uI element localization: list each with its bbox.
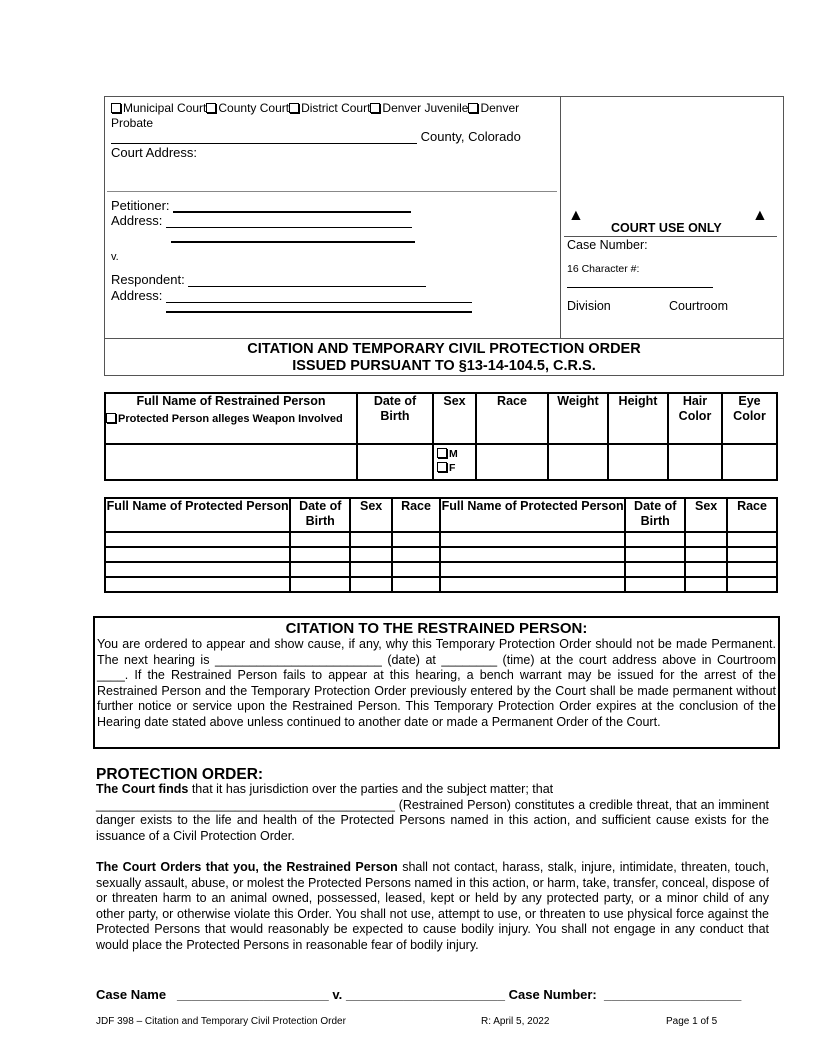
respondent-address-label: Address: (111, 288, 163, 303)
restrained-name-cell[interactable] (105, 444, 357, 480)
footer-v-field[interactable]: ______________________ (345, 987, 505, 1002)
protected-dob-header-2: Date of Birth (625, 498, 685, 532)
table-cell[interactable] (440, 562, 625, 577)
protected-race-header-2: Race (727, 498, 777, 532)
citation-body: You are ordered to appear and show cause, if any, why this Temporary Protection Order should not be made Permanent. The next hearing is ________________________ (date) at ________ (time) at the court address above in Courtroom ____. If the Restrained Person fails to appear at this hearing, a bench warrant may be issued for the arrest of the Restrained Person and the Temporary Protection Order previously entered by the Court shall be made permanent without further notice or service upon the Restrained Person. This Temporary Protection Order expires at the conclusion of the Hearing date stated above unless continued to another date or made a Permanent Order of the Court. (97, 637, 776, 729)
checkbox-district-court[interactable]: District Court (289, 101, 370, 115)
table-cell[interactable] (350, 562, 392, 577)
restrained-sex-header: Sex (433, 393, 476, 444)
protected-sex-header-2: Sex (685, 498, 727, 532)
table-cell[interactable] (625, 562, 685, 577)
table-cell[interactable] (290, 577, 350, 592)
courtroom-label: Courtroom (669, 299, 729, 313)
restrained-race-cell[interactable] (476, 444, 548, 480)
restrained-name-header-label: Full Name of Restrained Person (136, 394, 326, 408)
weapon-involved-checkbox[interactable]: Protected Person alleges Weapon Involved (106, 412, 356, 426)
petitioner-address-line2[interactable] (171, 227, 415, 243)
up-arrow-right-icon: ▲ (752, 207, 768, 224)
court-orders-bold: The Court Orders that you, the Restrained Person (96, 860, 398, 874)
citation-box (93, 616, 780, 749)
restrained-sex-cell (433, 444, 476, 480)
table-cell[interactable] (440, 577, 625, 592)
division-label: Division (567, 299, 611, 313)
court-orders-text: shall not contact, harass, stalk, injure, intimidate, threaten, touch, sexually assault, abuse, or molest the Protected Persons named in this action, or harm, take, transfer, conceal, dispose of or threaten harm to an animal owned, possessed, leased, kept or held by any protected party, or a minor child of any other party, or otherwise violate this Order. You shall not use, attempt to use, or threaten to use physical force against the Protected Persons that would reasonably be expected to cause bodily injury. You shall not engage in any conduct that would place the Protected Persons in reasonable fear of bodily injury. (96, 860, 769, 952)
restrained-height-cell[interactable] (608, 444, 668, 480)
restrained-data-row (105, 444, 777, 480)
restrained-weight-cell[interactable] (548, 444, 608, 480)
caption-divider (107, 191, 557, 192)
county-blank[interactable] (111, 143, 417, 144)
case-number-label: Case Number: (567, 238, 648, 252)
county-line (111, 129, 521, 144)
respondent-label: Respondent: (111, 272, 185, 287)
restrained-hair-cell[interactable] (668, 444, 722, 480)
table-cell[interactable] (392, 547, 440, 562)
table-cell[interactable] (685, 562, 727, 577)
protected-name-header-1: Full Name of Protected Person (105, 498, 290, 532)
court-use-only-label: COURT USE ONLY (611, 221, 722, 235)
sixteen-char-label: 16 Character #: (567, 263, 640, 275)
protection-order-title: PROTECTION ORDER: (96, 766, 264, 783)
restrained-header-row (105, 393, 777, 444)
sex-f-checkbox[interactable]: F (437, 461, 475, 475)
respondent-row (111, 272, 426, 287)
footer-case-number-label: Case Number: (508, 987, 597, 1002)
table-cell[interactable] (392, 532, 440, 547)
table-cell[interactable] (392, 577, 440, 592)
table-cell[interactable] (105, 532, 290, 547)
restrained-eye-cell[interactable] (722, 444, 777, 480)
restrained-weight-header: Weight (548, 393, 608, 444)
table-cell[interactable] (350, 532, 392, 547)
petitioner-address-label: Address: (111, 213, 163, 228)
table-cell[interactable] (350, 577, 392, 592)
respondent-address-row (111, 288, 472, 303)
footer-case-name-field[interactable]: _____________________ (176, 987, 329, 1002)
respondent-address-field[interactable] (166, 302, 472, 303)
footer-revision: R: April 5, 2022 (481, 1016, 550, 1027)
protected-race-header-1: Race (392, 498, 440, 532)
sex-m-checkbox[interactable]: M (437, 447, 475, 461)
checkbox-municipal-court[interactable]: Municipal Court (111, 101, 206, 115)
protected-dob-header-1: Date of Birth (290, 498, 350, 532)
protected-sex-header-1: Sex (350, 498, 392, 532)
citation-title: CITATION TO THE RESTRAINED PERSON: (285, 620, 588, 637)
table-row (105, 532, 777, 547)
footer-case-number-field[interactable]: ___________________ (604, 987, 742, 1002)
table-cell[interactable] (290, 547, 350, 562)
petitioner-address-row (111, 213, 412, 228)
table-cell[interactable] (685, 547, 727, 562)
caption-box (104, 96, 784, 376)
footer-case-name-label: Case Name (96, 987, 167, 1002)
table-cell[interactable] (727, 532, 777, 547)
protected-header-row (105, 498, 777, 532)
table-cell[interactable] (727, 577, 777, 592)
table-cell[interactable] (392, 562, 440, 577)
protected-persons-table (104, 497, 778, 593)
table-cell[interactable] (105, 577, 290, 592)
court-orders-paragraph (96, 860, 769, 954)
footer-page-number: Page 1 of 5 (666, 1016, 718, 1027)
court-finds-bold: The Court finds (96, 782, 189, 796)
table-cell[interactable] (105, 562, 290, 577)
restrained-name-header (105, 393, 357, 444)
court-finds-text-2: ___________________________________________ (Restrained Person) constitutes a credible threat, that an imminent danger exists to the life and health of the Protected Persons named in this action, and sufficient cause exists for the issuance of a Civil Protection Order. (96, 797, 769, 843)
court-use-divider (564, 236, 777, 237)
document-title (105, 338, 783, 378)
table-cell[interactable] (290, 532, 350, 547)
county-suffix: County, Colorado (420, 129, 521, 144)
caption-left-panel (105, 97, 561, 338)
table-cell[interactable] (625, 577, 685, 592)
checkbox-denver-probate[interactable]: Denver Probate (111, 101, 520, 130)
table-cell[interactable] (290, 562, 350, 577)
court-finds-text: that it has jurisdiction over the parties and the subject matter; that (188, 782, 554, 796)
table-cell[interactable] (685, 577, 727, 592)
restrained-dob-header: Date of Birth (357, 393, 433, 444)
table-cell[interactable] (625, 547, 685, 562)
court-address-label: Court Address: (111, 145, 197, 160)
table-cell[interactable] (440, 547, 625, 562)
sixteen-char-field[interactable] (567, 287, 713, 288)
table-row (105, 577, 777, 592)
footer-form-id: JDF 398 – Citation and Temporary Civil Protection Order (96, 1016, 346, 1027)
footer-case-line (96, 987, 741, 1002)
title-line-2: ISSUED PURSUANT TO §13-14-104.5, C.R.S. (292, 358, 596, 374)
title-line-1: CITATION AND TEMPORARY CIVIL PROTECTION ORDER (247, 341, 641, 357)
table-cell[interactable] (440, 532, 625, 547)
table-cell[interactable] (625, 532, 685, 547)
restrained-eye-header: Eye Color (722, 393, 777, 444)
petitioner-row (111, 198, 411, 213)
restrained-height-header: Height (608, 393, 668, 444)
court-finds-paragraph (96, 782, 769, 844)
protected-name-header-2: Full Name of Protected Person (440, 498, 625, 532)
respondent-field[interactable] (188, 286, 426, 287)
table-cell[interactable] (105, 547, 290, 562)
up-arrow-left-icon: ▲ (568, 207, 584, 224)
restrained-hair-header: Hair Color (668, 393, 722, 444)
table-row (105, 547, 777, 562)
checkbox-county-court[interactable]: County Court (206, 101, 289, 115)
table-row (105, 562, 777, 577)
checkbox-denver-juvenile[interactable]: Denver Juvenile (370, 101, 468, 115)
restrained-person-table (104, 392, 778, 481)
restrained-dob-cell[interactable] (357, 444, 433, 480)
table-cell[interactable] (350, 547, 392, 562)
petitioner-label: Petitioner: (111, 198, 170, 213)
footer-v-label: v. (332, 987, 343, 1002)
table-cell[interactable] (727, 562, 777, 577)
table-cell[interactable] (727, 547, 777, 562)
respondent-address-line2[interactable] (166, 311, 472, 313)
restrained-race-header: Race (476, 393, 548, 444)
table-cell[interactable] (685, 532, 727, 547)
versus-label: v. (111, 251, 119, 263)
court-type-options (111, 101, 556, 131)
